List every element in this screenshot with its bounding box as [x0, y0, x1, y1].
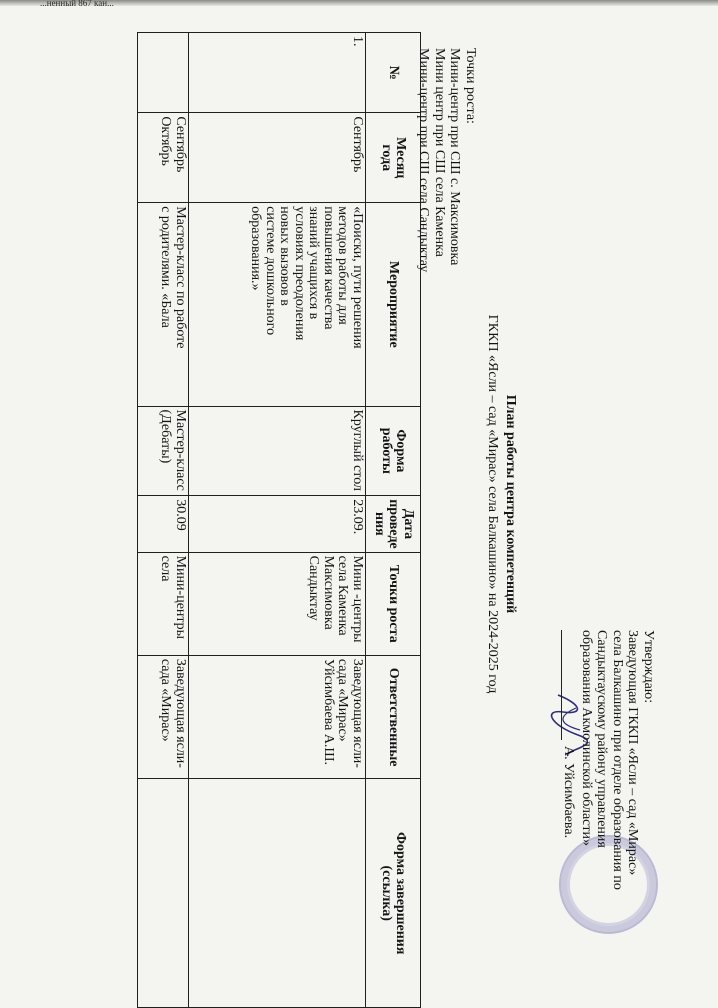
scan-header-text: ...ненный 867 кан... — [40, 0, 114, 8]
header-form-line: работы — [379, 427, 394, 474]
header-month — [366, 113, 421, 203]
cell-line: Мини -центры — [350, 555, 365, 643]
growth-point-item: Мини-центр при СШ села Сандыктау — [416, 48, 432, 273]
cell-number — [138, 33, 189, 113]
cell-line: условиях преодоления — [292, 206, 307, 341]
cell-completion — [189, 779, 366, 1008]
approval-line: села Балкашино при отделе образования по — [610, 630, 625, 890]
cell-line: Сандыктау — [306, 555, 322, 621]
cell-line: (Дебаты) — [158, 409, 174, 464]
cell-line: новых вызовов в — [277, 206, 293, 306]
growth-point-item: Мини-центр при СШ с. Максимовка — [447, 48, 463, 266]
cell-responsible — [138, 655, 189, 779]
cell-date: 23.09. — [189, 496, 366, 552]
growth-points-label: Точки роста: — [463, 48, 478, 124]
header-number: № — [366, 33, 421, 113]
document-subtitle: ГККП «Ясли – сад «Мирас» села Балкашино» на 2024-2025 год — [485, 314, 500, 694]
growth-point-item: Мини центр при СШ села Каменка — [432, 48, 447, 257]
cell-line: методов работы для — [335, 206, 351, 325]
header-points: Точки роста — [366, 552, 421, 655]
table-row — [189, 33, 366, 1008]
growth-points — [416, 48, 478, 272]
cell-line: сада «Мирас» — [335, 658, 351, 742]
cell-event — [138, 203, 189, 406]
header-responsible: Ответственные — [366, 655, 421, 779]
cell-points — [189, 552, 366, 655]
table-header-row — [366, 33, 421, 1008]
cell-date: 30.09 — [138, 496, 189, 552]
cell-completion — [138, 779, 189, 1008]
cell-month — [138, 113, 189, 203]
cell-line: села — [158, 555, 174, 582]
header-completion — [366, 779, 421, 1008]
title-block — [484, 0, 518, 1008]
cell-number: 1. — [189, 33, 366, 113]
header-date-line: Дата — [400, 508, 416, 540]
signature-underline — [561, 630, 574, 740]
header-date — [366, 496, 421, 552]
table-row — [138, 33, 189, 1008]
cell-month: Сентябрь — [189, 113, 366, 203]
cell-form — [138, 406, 189, 496]
cell-line: повышения качества — [321, 206, 336, 330]
cell-line: сада «Мирас» — [158, 658, 174, 742]
document-title: План работы центра компетенций — [503, 394, 518, 614]
approval-heading: Утверждаю: — [641, 630, 656, 704]
header-month-line: года — [379, 144, 394, 172]
cell-line: села Каменка — [335, 555, 351, 636]
plan-table — [137, 32, 421, 1008]
approval-line: Заведующая ГККП «Ясли – сад «Мирас» — [625, 630, 641, 876]
signature-name: А. Уйсимбаева. — [561, 746, 577, 839]
approval-line: образования Акмолинской области» — [579, 630, 594, 847]
cell-line: Октябрь — [158, 116, 174, 166]
header-date-line: проведе — [386, 499, 402, 549]
signature-line — [561, 630, 577, 970]
approval-block — [561, 630, 656, 970]
cell-line: образования.» — [248, 206, 264, 291]
cell-points — [138, 552, 189, 655]
cell-line: Максимовка — [321, 555, 336, 630]
cell-line: системе дошкольного — [263, 206, 278, 336]
cell-form: Круглый стол — [189, 406, 366, 496]
header-month-line: Месяц — [393, 137, 409, 179]
approval-line: Сандыктаускому району управления — [594, 630, 610, 848]
header-event: Мероприятие — [366, 203, 421, 406]
header-form — [366, 406, 421, 496]
cell-line: Мини-центры — [173, 555, 188, 640]
cell-line: с родителями. «Бала — [158, 206, 174, 328]
cell-line: Заведующая ясли- — [173, 658, 188, 768]
cell-line: «Поиски, пути решения — [350, 206, 365, 349]
cell-event — [189, 203, 366, 406]
cell-line: Сентябрь — [173, 116, 188, 173]
cell-line: Уйсимбаева А.Ш. — [321, 658, 336, 766]
cell-line: Заведующая ясли- — [350, 658, 365, 768]
cell-line: Мастер-класс — [173, 409, 188, 491]
cell-responsible — [189, 655, 366, 779]
header-date-line: ния — [371, 512, 387, 536]
cell-line: Мастер-класс по работе — [173, 206, 188, 349]
cell-line: знаний учащихся в — [306, 206, 322, 320]
header-completion-line: Форма завершения — [393, 831, 409, 955]
header-completion-line: (ссылка) — [379, 865, 394, 921]
header-form-line: Форма — [393, 429, 409, 473]
